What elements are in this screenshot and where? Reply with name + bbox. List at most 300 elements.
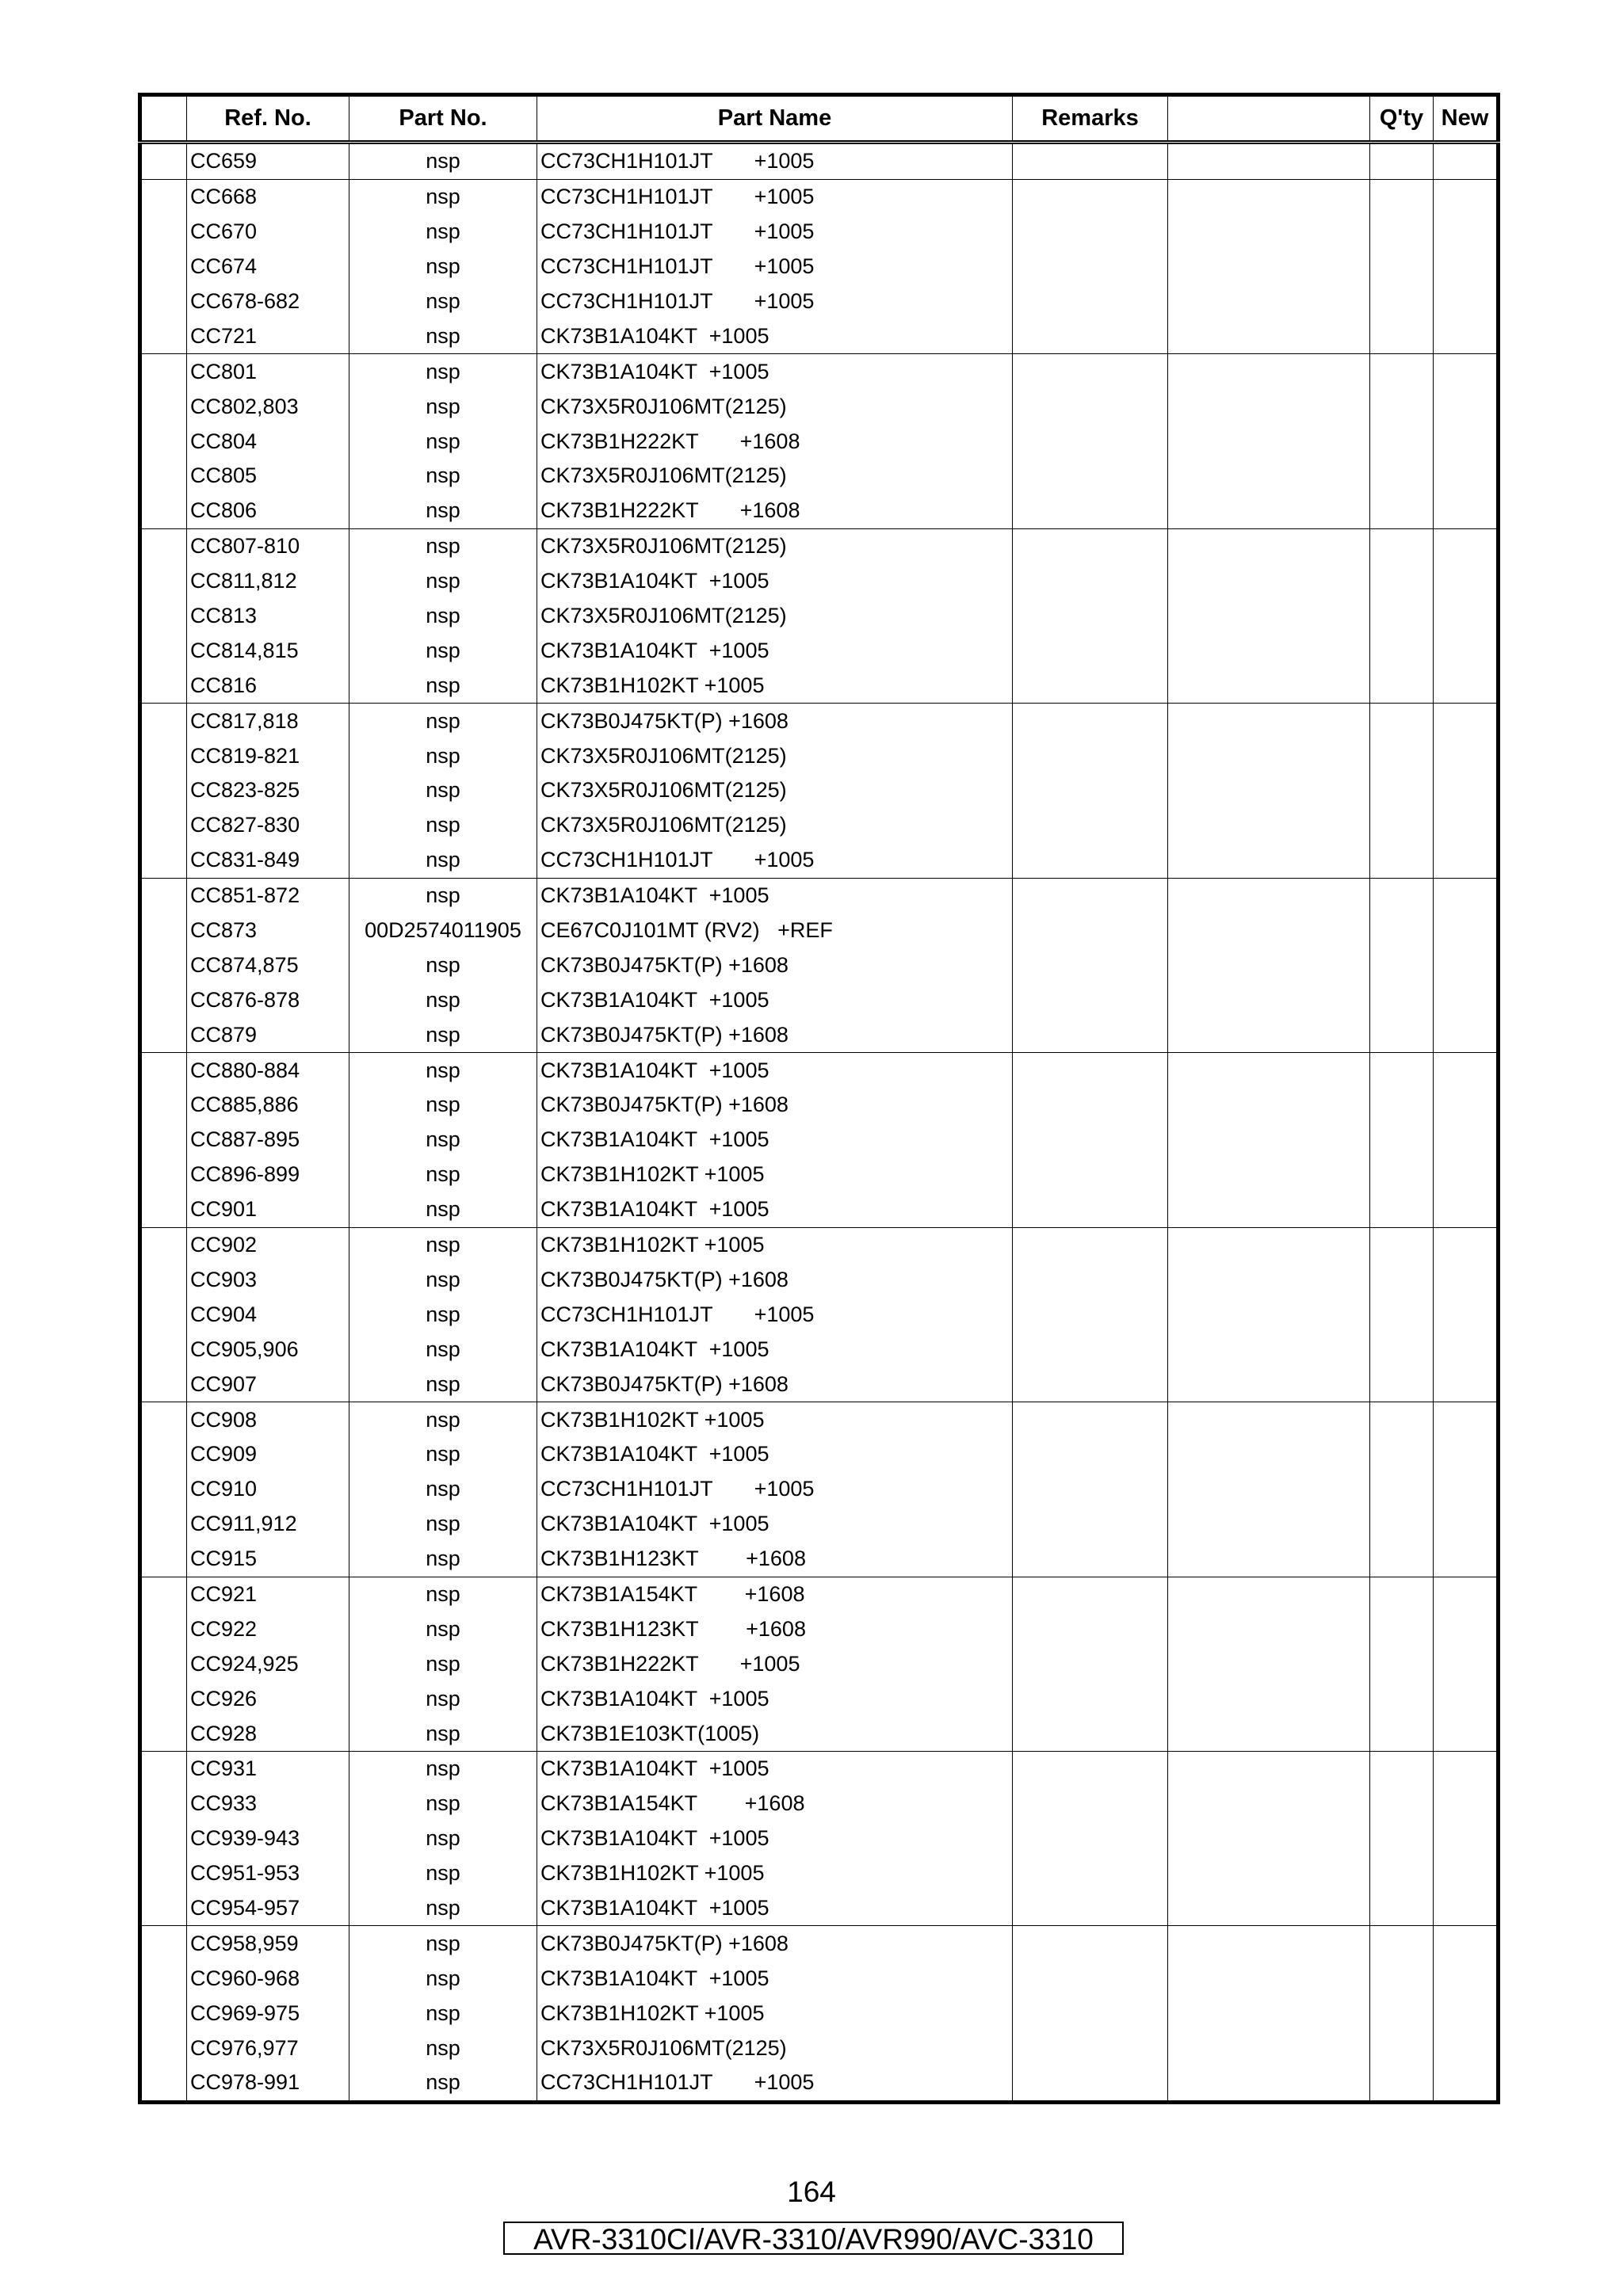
table-row <box>140 424 1499 459</box>
part-name-cell: CK73B0J475KT(P) +1608 <box>537 1367 1013 1402</box>
mark-cell <box>140 1017 187 1052</box>
remarks-cell <box>1013 1088 1168 1123</box>
part-name-cell: CK73B1A104KT +1005 <box>537 354 1013 389</box>
new-cell <box>1434 878 1499 913</box>
mark-cell <box>140 599 187 634</box>
blank-cell <box>1168 528 1370 563</box>
ref-no-cell: CC924,925 <box>187 1646 349 1681</box>
blank-cell <box>1168 948 1370 982</box>
qty-cell <box>1370 878 1434 913</box>
new-cell <box>1434 1437 1499 1472</box>
ref-no-cell: CC901 <box>187 1192 349 1227</box>
table-row <box>140 564 1499 599</box>
blank-cell <box>1168 1577 1370 1611</box>
remarks-cell <box>1013 179 1168 214</box>
table-row <box>140 1017 1499 1052</box>
remarks-cell <box>1013 528 1168 563</box>
qty-cell <box>1370 704 1434 738</box>
qty-cell <box>1370 1017 1434 1052</box>
new-cell <box>1434 1961 1499 1996</box>
header-row <box>140 95 1499 143</box>
new-cell <box>1434 599 1499 634</box>
table-row <box>140 878 1499 913</box>
table-row <box>140 1158 1499 1192</box>
new-header: New <box>1434 95 1499 143</box>
ref-no-cell: CC674 <box>187 250 349 284</box>
qty-cell <box>1370 1542 1434 1577</box>
blank-cell <box>1168 1332 1370 1367</box>
table-row <box>140 143 1499 180</box>
table-row <box>140 948 1499 982</box>
qty-cell <box>1370 913 1434 948</box>
part-no-cell: nsp <box>349 424 537 459</box>
table-row <box>140 1891 1499 1926</box>
table-row <box>140 1263 1499 1298</box>
new-cell <box>1434 1787 1499 1821</box>
blank-cell <box>1168 1088 1370 1123</box>
part-no-cell: nsp <box>349 1751 537 1786</box>
new-cell <box>1434 1821 1499 1856</box>
part-no-cell: nsp <box>349 1402 537 1437</box>
qty-cell <box>1370 2065 1434 2102</box>
table-row <box>140 738 1499 773</box>
blank-cell <box>1168 459 1370 494</box>
table-row <box>140 2031 1499 2065</box>
ref-no-cell: CC915 <box>187 1542 349 1577</box>
qty-cell <box>1370 1332 1434 1367</box>
ref-no-cell: CC823-825 <box>187 773 349 808</box>
qty-cell <box>1370 1088 1434 1123</box>
table-row <box>140 668 1499 703</box>
mark-cell <box>140 389 187 424</box>
table-row <box>140 1856 1499 1891</box>
remarks-cell <box>1013 1961 1168 1996</box>
remarks-cell <box>1013 1123 1168 1158</box>
table-row <box>140 1507 1499 1542</box>
mark-cell <box>140 1821 187 1856</box>
new-cell <box>1434 1192 1499 1227</box>
ref-no-cell: CC904 <box>187 1297 349 1332</box>
remarks-cell <box>1013 1751 1168 1786</box>
qty-cell <box>1370 459 1434 494</box>
part-no-cell: nsp <box>349 1891 537 1926</box>
ref-no-cell: CC851-872 <box>187 878 349 913</box>
part-name-cell: CC73CH1H101JT +1005 <box>537 250 1013 284</box>
part-no-cell: nsp <box>349 1577 537 1611</box>
mark-cell <box>140 1611 187 1646</box>
table-row <box>140 1472 1499 1507</box>
remarks-cell <box>1013 318 1168 353</box>
qty-cell <box>1370 528 1434 563</box>
remarks-cell <box>1013 1577 1168 1611</box>
table-row <box>140 1297 1499 1332</box>
part-name-cell: CK73B1A104KT +1005 <box>537 878 1013 913</box>
qty-cell <box>1370 1158 1434 1192</box>
remarks-cell <box>1013 1891 1168 1926</box>
part-name-cell: CK73B0J475KT(P) +1608 <box>537 704 1013 738</box>
ref-no-cell: CC909 <box>187 1437 349 1472</box>
part-name-cell: CK73X5R0J106MT(2125) <box>537 738 1013 773</box>
qty-cell <box>1370 1611 1434 1646</box>
part-name-cell: CK73B1A104KT +1005 <box>537 1123 1013 1158</box>
part-name-cell: CE67C0J101MT (RV2) +REF <box>537 913 1013 948</box>
ref-no-cell: CC926 <box>187 1681 349 1716</box>
part-name-cell: CC73CH1H101JT +1005 <box>537 284 1013 319</box>
qty-cell <box>1370 1681 1434 1716</box>
new-cell <box>1434 1332 1499 1367</box>
ref-no-cell: CC817,818 <box>187 704 349 738</box>
ref-no-cell: CC954-957 <box>187 1891 349 1926</box>
new-cell <box>1434 808 1499 843</box>
part-no-cell: nsp <box>349 2065 537 2102</box>
table-row <box>140 1821 1499 1856</box>
qty-cell <box>1370 179 1434 214</box>
remarks-cell <box>1013 1787 1168 1821</box>
table-row <box>140 1646 1499 1681</box>
qty-cell <box>1370 738 1434 773</box>
blank-cell <box>1168 843 1370 878</box>
table-row <box>140 599 1499 634</box>
part-no-cell: nsp <box>349 459 537 494</box>
remarks-cell <box>1013 843 1168 878</box>
ref-no-cell: CC811,812 <box>187 564 349 599</box>
part-name-cell: CK73B1H222KT +1005 <box>537 1646 1013 1681</box>
part-no-cell: nsp <box>349 1716 537 1751</box>
part-no-cell: nsp <box>349 948 537 982</box>
parts-list-table <box>138 93 1500 2104</box>
blank-cell <box>1168 1821 1370 1856</box>
part-name-cell: CK73X5R0J106MT(2125) <box>537 808 1013 843</box>
table-header <box>140 95 1499 143</box>
remarks-cell <box>1013 1402 1168 1437</box>
part-no-cell: nsp <box>349 843 537 878</box>
ref-no-cell: CC874,875 <box>187 948 349 982</box>
blank-cell <box>1168 284 1370 319</box>
qty-cell <box>1370 1192 1434 1227</box>
qty-cell <box>1370 1263 1434 1298</box>
remarks-cell <box>1013 1926 1168 1961</box>
ref-no-cell: CC939-943 <box>187 1821 349 1856</box>
qty-cell <box>1370 389 1434 424</box>
mark-cell <box>140 528 187 563</box>
part-no-cell: nsp <box>349 1297 537 1332</box>
part-no-cell: nsp <box>349 1787 537 1821</box>
new-cell <box>1434 354 1499 389</box>
part-no-cell: nsp <box>349 1856 537 1891</box>
table-row <box>140 1437 1499 1472</box>
table-row <box>140 1332 1499 1367</box>
blank-cell <box>1168 704 1370 738</box>
new-cell <box>1434 424 1499 459</box>
blank-cell <box>1168 1263 1370 1298</box>
part-name-cell: CK73B1H102KT +1005 <box>537 1227 1013 1262</box>
part-name-cell: CK73B0J475KT(P) +1608 <box>537 1926 1013 1961</box>
part-no-cell: nsp <box>349 1437 537 1472</box>
qty-cell <box>1370 354 1434 389</box>
new-cell <box>1434 1507 1499 1542</box>
ref-no-cell: CC670 <box>187 215 349 250</box>
mark-cell <box>140 1646 187 1681</box>
table-row <box>140 354 1499 389</box>
ref-no-cell: CC880-884 <box>187 1053 349 1088</box>
remarks-cell <box>1013 1158 1168 1192</box>
ref-no-cell: CC668 <box>187 179 349 214</box>
blank-cell <box>1168 913 1370 948</box>
mark-cell <box>140 878 187 913</box>
new-cell <box>1434 528 1499 563</box>
part-no-cell: nsp <box>349 668 537 703</box>
part-no-cell: nsp <box>349 389 537 424</box>
page-number: 164 <box>787 2176 836 2208</box>
part-no-cell: nsp <box>349 1017 537 1052</box>
mark-cell <box>140 318 187 353</box>
blank-cell <box>1168 1542 1370 1577</box>
remarks-cell <box>1013 633 1168 668</box>
mark-cell <box>140 773 187 808</box>
part-no-cell: nsp <box>349 1611 537 1646</box>
table-row <box>140 284 1499 319</box>
new-cell <box>1434 1158 1499 1192</box>
part-no-cell: nsp <box>349 354 537 389</box>
new-cell <box>1434 1053 1499 1088</box>
new-cell <box>1434 318 1499 353</box>
mark-cell <box>140 494 187 528</box>
part-name-cell: CK73B1A104KT +1005 <box>537 318 1013 353</box>
qty-cell <box>1370 1996 1434 2031</box>
ref-no-cell: CC908 <box>187 1402 349 1437</box>
table-row <box>140 1367 1499 1402</box>
mark-cell <box>140 1227 187 1262</box>
new-cell <box>1434 1996 1499 2031</box>
part-name-cell: CK73B1A104KT +1005 <box>537 1053 1013 1088</box>
part-no-cell: nsp <box>349 1053 537 1088</box>
new-cell <box>1434 1017 1499 1052</box>
new-cell <box>1434 843 1499 878</box>
new-cell <box>1434 1263 1499 1298</box>
new-cell <box>1434 284 1499 319</box>
new-cell <box>1434 1472 1499 1507</box>
new-cell <box>1434 1542 1499 1577</box>
part-no-cell: nsp <box>349 215 537 250</box>
qty-cell <box>1370 599 1434 634</box>
part-name-cell: CK73X5R0J106MT(2125) <box>537 459 1013 494</box>
new-cell <box>1434 1297 1499 1332</box>
remarks-cell <box>1013 1821 1168 1856</box>
new-cell <box>1434 1891 1499 1926</box>
part-name-cell: CK73B0J475KT(P) +1608 <box>537 948 1013 982</box>
new-cell <box>1434 633 1499 668</box>
ref-no-cell: CC921 <box>187 1577 349 1611</box>
remarks-cell <box>1013 1507 1168 1542</box>
remarks-cell <box>1013 215 1168 250</box>
mark-cell <box>140 1402 187 1437</box>
part-name-cell: CK73B1A104KT +1005 <box>537 1192 1013 1227</box>
mark-cell <box>140 1961 187 1996</box>
part-name-cell: CC73CH1H101JT +1005 <box>537 1472 1013 1507</box>
mark-cell <box>140 1787 187 1821</box>
table-row <box>140 843 1499 878</box>
remarks-cell <box>1013 1681 1168 1716</box>
part-no-cell: nsp <box>349 250 537 284</box>
qty-cell <box>1370 668 1434 703</box>
part-name-cell: CK73B1A104KT +1005 <box>537 982 1013 1017</box>
blank-cell <box>1168 2065 1370 2102</box>
part-no-cell: nsp <box>349 494 537 528</box>
table-row <box>140 1402 1499 1437</box>
mark-cell <box>140 633 187 668</box>
part-name-cell: CK73B1A104KT +1005 <box>537 1681 1013 1716</box>
ref-no-cell: CC907 <box>187 1367 349 1402</box>
new-cell <box>1434 668 1499 703</box>
ref-no-cell: CC807-810 <box>187 528 349 563</box>
new-cell <box>1434 913 1499 948</box>
new-cell <box>1434 2031 1499 2065</box>
remarks-cell <box>1013 1646 1168 1681</box>
part-name-cell: CK73B1A104KT +1005 <box>537 1961 1013 1996</box>
blank-cell <box>1168 1716 1370 1751</box>
remarks-cell <box>1013 913 1168 948</box>
part-name-cell: CK73B1H123KT +1608 <box>537 1611 1013 1646</box>
qty-cell <box>1370 773 1434 808</box>
table-row <box>140 1053 1499 1088</box>
part-no-cell: nsp <box>349 284 537 319</box>
table-row <box>140 1996 1499 2031</box>
part-name-cell: CC73CH1H101JT +1005 <box>537 2065 1013 2102</box>
part-name-cell: CK73B1H222KT +1608 <box>537 494 1013 528</box>
remarks-cell <box>1013 1332 1168 1367</box>
ref-no-cell: CC802,803 <box>187 389 349 424</box>
table-row <box>140 1926 1499 1961</box>
table-row <box>140 1787 1499 1821</box>
part-no-cell: nsp <box>349 564 537 599</box>
part-name-cell: CC73CH1H101JT +1005 <box>537 843 1013 878</box>
mark-cell <box>140 250 187 284</box>
qty-cell <box>1370 250 1434 284</box>
ref-no-cell: CC931 <box>187 1751 349 1786</box>
remarks-cell <box>1013 982 1168 1017</box>
qty-cell <box>1370 1297 1434 1332</box>
table-row <box>140 215 1499 250</box>
part-name-cell: CK73B1H123KT +1608 <box>537 1542 1013 1577</box>
blank-cell <box>1168 982 1370 1017</box>
new-cell <box>1434 1751 1499 1786</box>
part-no-cell: nsp <box>349 633 537 668</box>
blank-cell <box>1168 1192 1370 1227</box>
remarks-cell <box>1013 424 1168 459</box>
qty-cell <box>1370 1227 1434 1262</box>
mark-cell <box>140 843 187 878</box>
blank-cell <box>1168 1158 1370 1192</box>
table-row <box>140 1681 1499 1716</box>
mark-cell <box>140 459 187 494</box>
table-row <box>140 1542 1499 1577</box>
qty-cell <box>1370 1472 1434 1507</box>
ref-no-cell: CC905,906 <box>187 1332 349 1367</box>
part-name-cell: CK73B1H102KT +1005 <box>537 1996 1013 2031</box>
remarks-cell <box>1013 878 1168 913</box>
mark-cell <box>140 668 187 703</box>
mark-column-header <box>140 95 187 143</box>
table-row <box>140 389 1499 424</box>
blank-cell <box>1168 599 1370 634</box>
ref-no-cell: CC879 <box>187 1017 349 1052</box>
blank-cell <box>1168 1787 1370 1821</box>
remarks-cell <box>1013 1611 1168 1646</box>
blank-cell <box>1168 250 1370 284</box>
blank-cell <box>1168 1926 1370 1961</box>
part-name-cell: CK73B1E103KT(1005) <box>537 1716 1013 1751</box>
part-no-cell: nsp <box>349 318 537 353</box>
blank-cell <box>1168 1961 1370 1996</box>
part-no-cell: nsp <box>349 1192 537 1227</box>
part-no-cell: nsp <box>349 808 537 843</box>
ref-no-cell: CC969-975 <box>187 1996 349 2031</box>
table-row <box>140 250 1499 284</box>
mark-cell <box>140 982 187 1017</box>
remarks-cell <box>1013 1192 1168 1227</box>
new-cell <box>1434 982 1499 1017</box>
new-cell <box>1434 143 1499 180</box>
table-row <box>140 179 1499 214</box>
blank-cell <box>1168 633 1370 668</box>
qty-cell <box>1370 1891 1434 1926</box>
mark-cell <box>140 1192 187 1227</box>
ref-no-cell: CC887-895 <box>187 1123 349 1158</box>
mark-cell <box>140 1088 187 1123</box>
part-no-cell: nsp <box>349 1367 537 1402</box>
ref-no-cell: CC678-682 <box>187 284 349 319</box>
blank-cell <box>1168 318 1370 353</box>
part-no-cell: 00D2574011905 <box>349 913 537 948</box>
blank-cell <box>1168 389 1370 424</box>
part-no-cell: nsp <box>349 704 537 738</box>
mark-cell <box>140 1507 187 1542</box>
part-name-cell: CK73B1A154KT +1608 <box>537 1577 1013 1611</box>
part-name-cell: CK73B1A104KT +1005 <box>537 1332 1013 1367</box>
qty-cell <box>1370 1507 1434 1542</box>
qty-cell <box>1370 948 1434 982</box>
blank-cell <box>1168 143 1370 180</box>
new-cell <box>1434 1577 1499 1611</box>
table-row <box>140 1611 1499 1646</box>
blank-cell <box>1168 1472 1370 1507</box>
remarks-cell <box>1013 2031 1168 2065</box>
part-name-cell: CK73X5R0J106MT(2125) <box>537 599 1013 634</box>
blank-cell <box>1168 1891 1370 1926</box>
qty-cell <box>1370 1646 1434 1681</box>
part-no-cell: nsp <box>349 528 537 563</box>
ref-no-cell: CC876-878 <box>187 982 349 1017</box>
part-no-cell: nsp <box>349 1507 537 1542</box>
table-row <box>140 1088 1499 1123</box>
qty-cell <box>1370 1367 1434 1402</box>
new-cell <box>1434 1611 1499 1646</box>
part-name-cell: CK73B1A104KT +1005 <box>537 1507 1013 1542</box>
part-no-cell: nsp <box>349 738 537 773</box>
part-no-cell: nsp <box>349 773 537 808</box>
remarks-cell <box>1013 1227 1168 1262</box>
part-no-cell: nsp <box>349 1332 537 1367</box>
remarks-cell <box>1013 599 1168 634</box>
mark-cell <box>140 215 187 250</box>
remarks-cell <box>1013 948 1168 982</box>
mark-cell <box>140 1891 187 1926</box>
qty-cell <box>1370 143 1434 180</box>
remarks-cell <box>1013 1297 1168 1332</box>
mark-cell <box>140 1053 187 1088</box>
qty-cell <box>1370 1856 1434 1891</box>
blank-cell <box>1168 1856 1370 1891</box>
